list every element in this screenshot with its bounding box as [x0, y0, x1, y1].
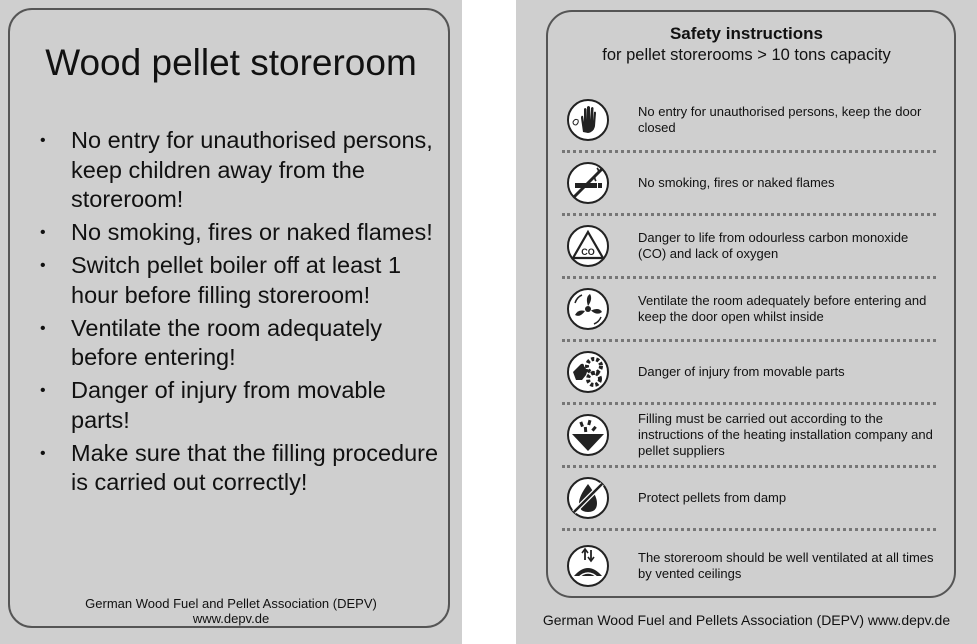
rule-text: Danger of injury from movable parts!: [71, 377, 386, 433]
sign-title: Wood pellet storeroom: [45, 42, 417, 83]
rule-item: [40, 218, 440, 248]
instruction-row: [562, 153, 936, 216]
instruction-text: Danger to life from odourless carbon monoxide (CO) and lack of oxygen: [638, 230, 909, 261]
rule-text: Make sure that the filling procedure is carried out correctly!: [71, 439, 439, 495]
association-name: German Wood Fuel and Pellet Association (DEPV): [85, 596, 377, 611]
storeroom-sign: [0, 0, 462, 644]
ventilation-fan-icon: [566, 287, 610, 331]
no-smoking-icon: [566, 161, 610, 205]
instruction-text: Danger of injury from movable parts: [638, 364, 845, 379]
rule-item: [40, 126, 440, 215]
rule-item: [40, 439, 440, 498]
instruction-row: [562, 468, 936, 531]
stop-hand-icon: [566, 98, 610, 142]
instruction-row: [562, 279, 936, 342]
gear-injury-icon: [566, 350, 610, 394]
association-footer: [0, 596, 462, 626]
instruction-text: The storeroom should be well ventilated at all times by vented ceilings: [638, 550, 934, 581]
rule-text: No entry for unauthorised persons, keep children away from the storeroom!: [71, 127, 433, 212]
rule-item: [40, 251, 440, 310]
vented-ceiling-icon: [566, 544, 610, 588]
bullet-icon: •: [40, 224, 46, 241]
bullet-icon: •: [40, 132, 46, 149]
rule-text: No smoking, fires or naked flames!: [71, 219, 433, 245]
carbon-monoxide-warning-icon: [566, 224, 610, 268]
instruction-text: Protect pellets from damp: [638, 490, 787, 505]
association-website: www.depv.de: [192, 611, 270, 626]
instruction-row: [562, 90, 936, 153]
sign-subtitle: for pellet storerooms > 10 tons capacity: [602, 46, 891, 64]
no-damp-icon: [566, 476, 610, 520]
instructions-list: [562, 90, 936, 601]
instruction-text: No smoking, fires or naked flames: [638, 175, 835, 190]
instruction-row: [562, 342, 936, 405]
bullet-icon: •: [40, 382, 46, 399]
safety-instructions-sign: [516, 0, 977, 644]
bullet-icon: •: [40, 257, 46, 274]
instruction-text: Ventilate the room adequately before entering and keep the door open whilst inside: [638, 293, 927, 324]
instruction-row: [562, 531, 936, 601]
co-label: CO: [581, 247, 595, 257]
sign-title: Safety instructions: [669, 24, 824, 43]
bullet-icon: •: [40, 319, 46, 337]
bullet-icon: •: [40, 444, 46, 462]
filling-funnel-icon: [566, 413, 610, 457]
instruction-row: [562, 405, 936, 468]
rule-item: [40, 376, 440, 435]
instruction-text: Filling must be carried out according to the instructions of the heating installation company and pellet suppliers: [638, 411, 933, 458]
instruction-text: No entry for unauthorised persons, keep the door closed: [638, 104, 922, 135]
rule-item: [40, 314, 440, 373]
rule-text: Ventilate the room adequately before entering!: [71, 314, 382, 370]
rule-text: Switch pellet boiler off at least 1 hour before filling storeroom!: [71, 252, 402, 308]
rules-list: [40, 126, 440, 501]
instruction-row: [562, 216, 936, 279]
association-footer: German Wood Fuel and Pellets Association (DEPV) www.depv.de: [542, 612, 951, 628]
